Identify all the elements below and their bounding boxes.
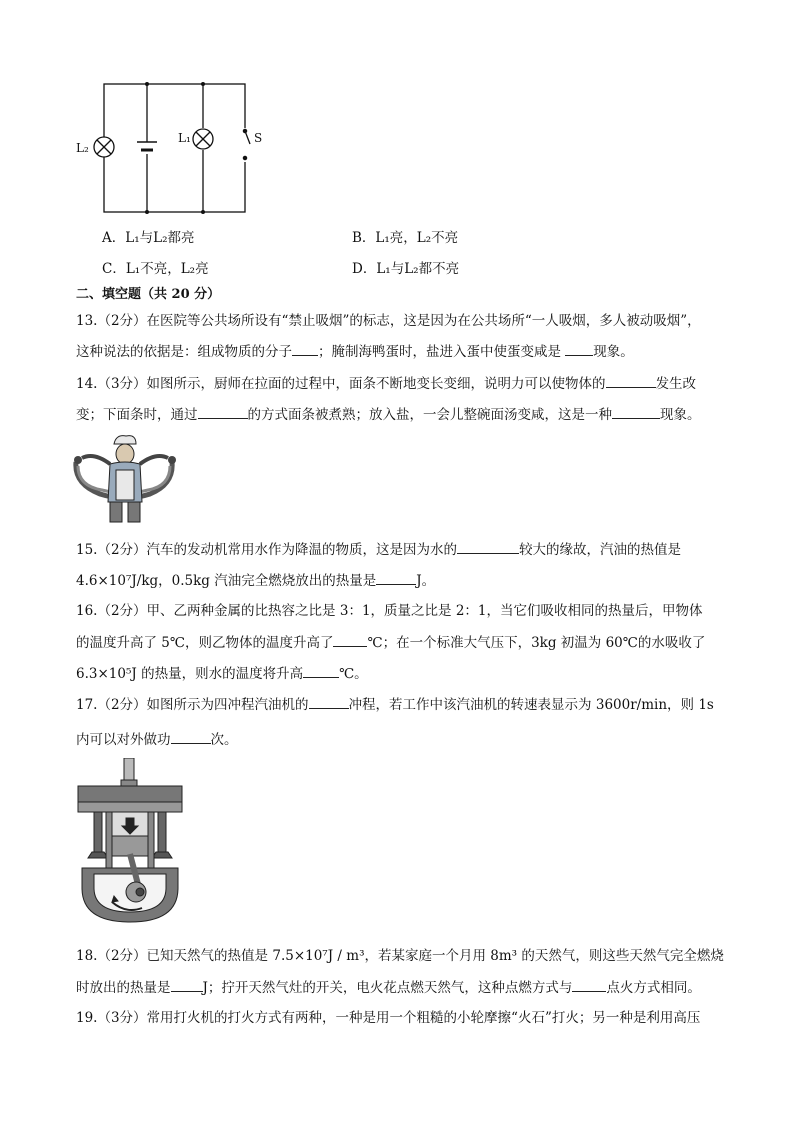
circuit-diagram: [70, 78, 263, 220]
q17-text-c: 内可以对外做功: [76, 732, 171, 748]
answer-blank[interactable]: [565, 341, 593, 356]
q15-text-b: 较大的缘故，汽油的热值是: [519, 542, 682, 558]
q16-line1: 16.（2分）甲、乙两种金属的比热容之比是 3：1，质量之比是 2：1，当它们吸收相同的热量后，甲物体: [76, 603, 703, 619]
switch-icon: [242, 128, 250, 162]
answer-blank[interactable]: [572, 977, 606, 992]
q16-text-c: 6.3×10⁵J 的热量，则水的温度将升高: [76, 666, 304, 682]
section-title: 二、填空题（共 20 分）: [76, 287, 221, 302]
answer-blank[interactable]: [198, 404, 248, 419]
label-l1: L₁: [178, 131, 191, 145]
q16-text-b: ℃；在一个标准大气压下，3kg 初温为 60℃的水吸收了: [367, 635, 706, 651]
option-c: C．L₁不亮，L₂亮: [102, 261, 209, 277]
answer-blank[interactable]: [171, 977, 203, 992]
q14-line1: [76, 373, 696, 394]
q15-line2: [76, 570, 435, 591]
q13-text-b: ；腌制海鸭蛋时，盐进入蛋中使蛋变咸是: [318, 344, 566, 360]
label-l2: L₂: [76, 141, 89, 155]
q15-text-d: J。: [416, 573, 436, 589]
q13-line2: [76, 341, 634, 362]
answer-blank[interactable]: [292, 341, 318, 356]
label-s: S: [254, 131, 263, 145]
answer-blank[interactable]: [606, 373, 656, 388]
answer-blank[interactable]: [612, 404, 660, 419]
q18-text-c: 点火方式相同。: [606, 980, 701, 996]
option-b: B．L₁亮，L₂不亮: [352, 230, 459, 246]
q15-line1: [76, 539, 681, 560]
q13-text-a: 这种说法的依据是：组成物质的分子: [76, 344, 292, 360]
answer-blank[interactable]: [376, 570, 416, 585]
q18-line2: [76, 977, 701, 998]
q17-text-d: 次。: [210, 732, 238, 748]
q18-text-a: 时放出的热量是: [76, 980, 171, 996]
option-d: D．L₁与L₂都不亮: [352, 261, 460, 277]
q15-text-c: 4.6×10⁷J/kg，0.5kg 汽油完全燃烧放出的热量是: [76, 573, 377, 589]
q14-line2: [76, 404, 701, 425]
q14-text-e: 现象。: [660, 407, 701, 423]
engine-cylinder-illustration: [74, 758, 186, 926]
answer-blank[interactable]: [309, 694, 349, 709]
q15-text-a: 15.（2分）汽车的发动机常用水作为降温的物质，这是因为水的: [76, 542, 458, 558]
q18-line1: 18.（2分）已知天然气的热值是 7.5×10⁷J / m³，若某家庭一个月用 8m³ 的天然气，则这些天然气完全燃烧: [76, 948, 724, 964]
q16-text-a: 的温度升高了 5℃，则乙物体的温度升高了: [76, 635, 334, 651]
q16-line3: [76, 663, 368, 684]
q17-text-a: 17.（2分）如图所示为四冲程汽油机的: [76, 697, 309, 713]
lamp-l1-icon: [193, 129, 213, 149]
answer-blank[interactable]: [457, 539, 519, 554]
q13-text-c: 现象。: [593, 344, 634, 360]
q14-text-a: 14.（3分）如图所示，厨师在拉面的过程中，面条不断地变长变细，说明力可以使物体的: [76, 376, 606, 392]
q14-text-c: 变；下面条时，通过: [76, 407, 198, 423]
q17-text-b: 冲程，若工作中该汽油机的转速表显示为 3600r/min，则 1s: [348, 697, 714, 713]
q19-line1: 19.（3分）常用打火机的打火方式有两种，一种是用一个粗糙的小轮摩擦“火石”打火；另一种是利用高压: [76, 1010, 701, 1026]
q16-text-d: ℃。: [339, 666, 368, 682]
lamp-l2-icon: [94, 137, 114, 157]
q14-text-b: 发生改: [655, 376, 697, 392]
q16-line2: [76, 632, 705, 653]
answer-blank[interactable]: [171, 729, 211, 744]
q17-line1: [76, 694, 714, 715]
answer-blank[interactable]: [333, 632, 367, 647]
option-a: A．L₁与L₂都亮: [102, 230, 195, 246]
q14-text-d: 的方式面条被煮熟；放入盐，一会儿整碗面汤变咸，这是一种: [247, 407, 612, 423]
q17-line2: [76, 729, 238, 750]
chef-noodle-illustration: [70, 432, 180, 528]
answer-blank[interactable]: [303, 663, 339, 678]
q18-text-b: J；拧开天然气灶的开关，电火花点燃天然气，这种点燃方式与: [202, 980, 573, 996]
q13-line1: 13.（2分）在医院等公共场所设有“禁止吸烟”的标志，这是因为在公共场所“一人吸烟，多人被动吸烟”，: [76, 313, 701, 329]
